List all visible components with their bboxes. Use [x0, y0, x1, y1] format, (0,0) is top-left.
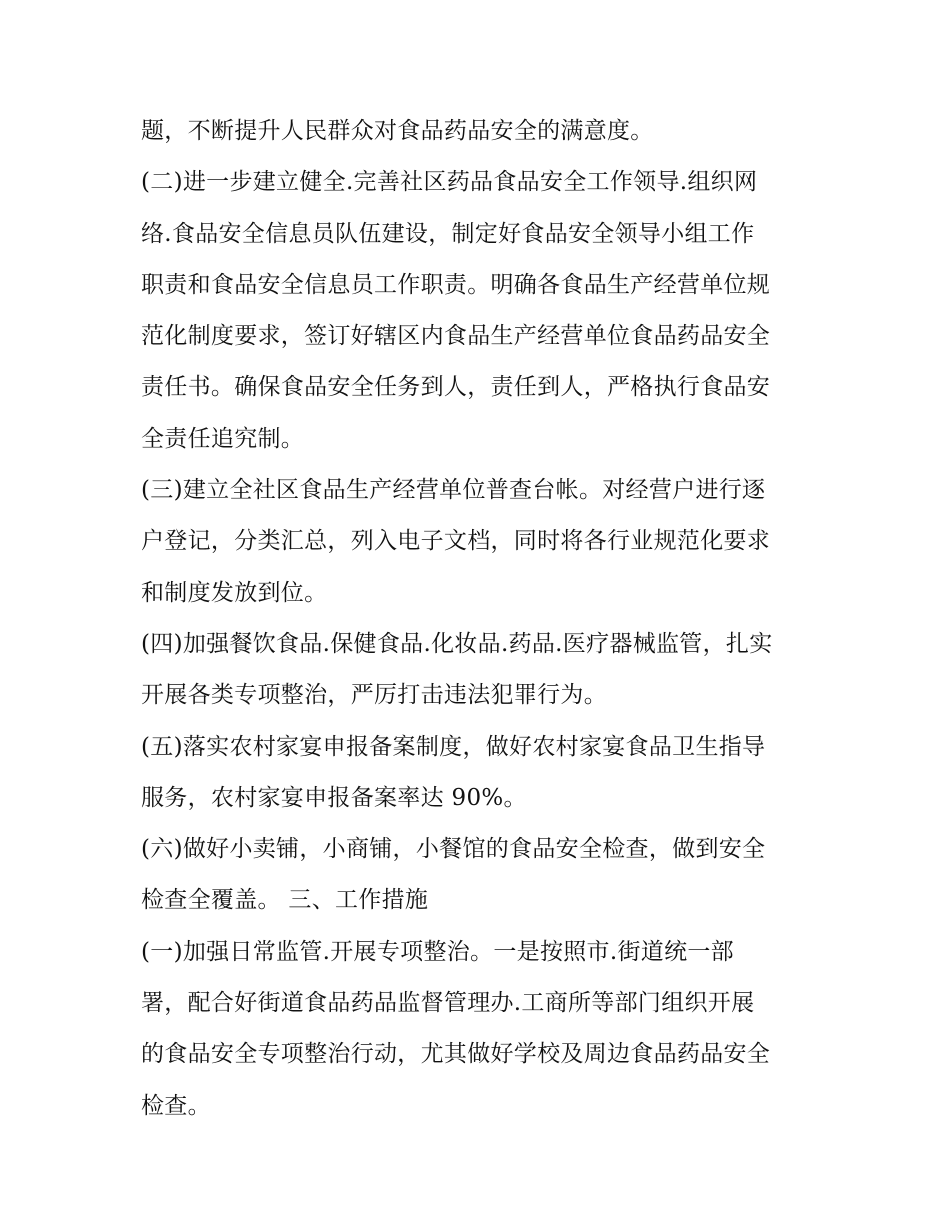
text-line: 户登记，分类汇总，列入电子文档，同时将各行业规范化要求 — [141, 528, 771, 555]
text-line: 服务，农村家宴申报备案率达 90%。 — [141, 784, 527, 811]
text-line: 全责任追究制。 — [141, 425, 305, 452]
text-line: (一)加强日常监管.开展专项整治。一是按照市.街道统一部 — [141, 938, 734, 965]
text-line: (五)落实农村家宴申报备案制度，做好农村家宴食品卫生指导 — [141, 733, 766, 760]
text-line: 络.食品安全信息员队伍建设，制定好食品安全领导小组工作 — [141, 220, 755, 247]
text-line: (六)做好小卖铺，小商铺，小餐馆的食品安全检查，做到安全 — [141, 836, 766, 863]
text-line: 检查全覆盖。 三、工作措施 — [141, 887, 429, 914]
text-line: 和制度发放到位。 — [141, 579, 328, 606]
text-line: 署，配合好街道食品药品监督管理办.工商所等部门组织开展 — [141, 990, 755, 1017]
text-line: (四)加强餐饮食品.保健食品.化妆品.药品.医疗器械监管，扎实 — [141, 630, 773, 657]
text-line: (二)进一步建立健全.完善社区药品食品安全工作领导.组织网 — [141, 169, 758, 196]
text-line: 检查。 — [141, 1092, 211, 1119]
text-line: 责任书。确保食品安全任务到人，责任到人，严格执行食品安 — [141, 374, 771, 401]
text-line: 的食品安全专项整治行动，尤其做好学校及周边食品药品安全 — [141, 1041, 771, 1068]
text-line: 职责和食品安全信息员工作职责。明确各食品生产经营单位规 — [141, 271, 771, 298]
text-line: (三)建立全社区食品生产经营单位普查台帐。对经营户进行逐 — [141, 477, 766, 504]
text-line: 题，不断提升人民群众对食品药品安全的满意度。 — [141, 118, 654, 144]
body-text — [141, 106, 841, 1132]
text-line: 范化制度要求，签订好辖区内食品生产经营单位食品药品安全 — [141, 323, 771, 350]
text-line: 开展各类专项整治，严厉打击违法犯罪行为。 — [141, 682, 607, 709]
